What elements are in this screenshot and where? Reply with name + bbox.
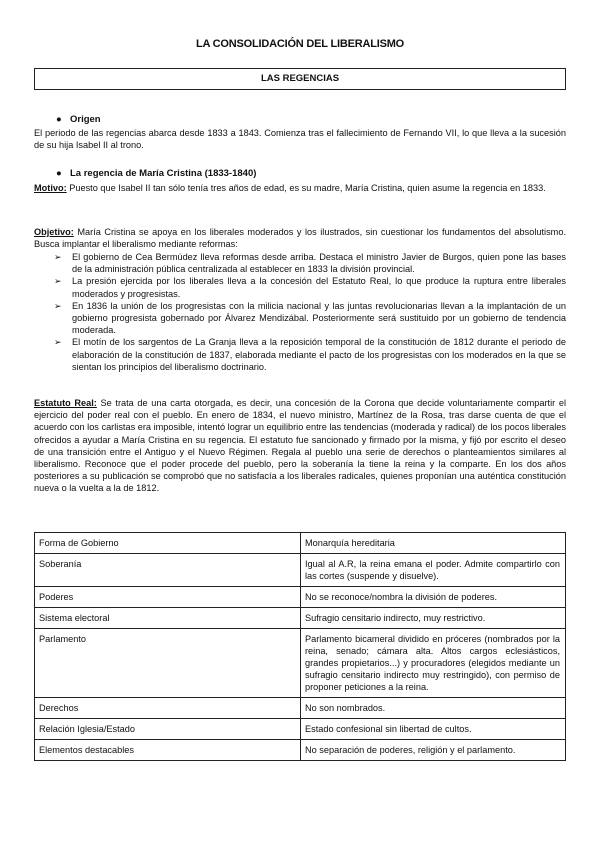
- paragraph-motivo: [34, 182, 566, 194]
- objetivo-text: María Cristina se apoya en los liberales moderados y los ilustrados, sin cuestionar los fundamentos del absolutismo. Busca implantar el liberalismo mediante reformas:: [34, 227, 566, 250]
- arrow-bullet-icon: ➢: [54, 300, 62, 311]
- table-value: Monarquía hereditaria: [301, 533, 566, 554]
- motivo-text: Puesto que Isabel II tan sólo tenía tres años de edad, es su madre, María Cristina, quien asume la regencia en 1833.: [66, 183, 546, 193]
- reform-text: El motín de los sargentos de La Granja lleva a la reposición temporal de la constitución de 1812 durante el periodo de elaboración de la constitución de 1837, elaborada mediante el pacto de los progresistas con los moderados en la que se sientan los principios del liberalismo doctrinario.: [72, 337, 566, 372]
- table-row: [35, 698, 566, 719]
- table-key: Relación Iglesia/Estado: [35, 719, 301, 740]
- table-key: Elementos destacables: [35, 740, 301, 761]
- table-key: Poderes: [35, 587, 301, 608]
- list-item: [34, 251, 566, 275]
- arrow-bullet-icon: ➢: [54, 276, 62, 287]
- heading-origen-text: Origen: [70, 114, 101, 125]
- estatuto-text: Se trata de una carta otorgada, es decir, una concesión de la Corona que decide voluntariamente compartir el ejercicio del poder real con el pueblo. En enero de 1834, el nuevo ministro, Martínez de la Rosa, tras darse cuenta de que el acuerdo con los carlistas era imposible, intentó lograr un equilibrio entre las tendencias (moderada y radical) de los pocos liberales ofrecidos a ayudar a María Cristina en su regencia. El estatuto fue sancionado y firmado por la misma, y fijó por escrito el deseo de una transición entre el Antiguo y el Nuevo Régimen. Regala al pueblo una serie de derechos o planteamientos similares al liberalismo. Reconoce que el poder procede del pueblo, pero la soberanía la tiene la reina y la comparte. En los dos años posteriores a su publicación se comprobó que no satisfacía a los liberales radicales, quienes proponían una auténtica constitución nueva o la vuelta a la de 1812.: [34, 398, 566, 494]
- arrow-bullet-icon: ➢: [54, 337, 62, 348]
- motivo-label: Motivo:: [34, 183, 67, 193]
- reform-text: En 1836 la unión de los progresistas con la milicia nacional y las juntas revolucionarias llevan a la implantación de un gobierno progresista gobernado por Álvarez Mendizábal. Posteriormente será sustituido por un gobierno de tendencia moderada.: [72, 300, 566, 336]
- estatuto-label: Estatuto Real:: [34, 398, 97, 408]
- table-key: Parlamento: [35, 629, 301, 698]
- list-item: [34, 336, 566, 373]
- page-title: LA CONSOLIDACIÓN DEL LIBERALISMO: [195, 38, 405, 50]
- table-value: Sufragio censitario indirecto, muy restrictivo.: [301, 608, 566, 629]
- table-row: [35, 740, 566, 761]
- heading-maria-cristina-text: La regencia de María Cristina (1833-1840): [70, 168, 257, 179]
- table-row: [35, 533, 566, 554]
- table-value: No se reconoce/nombra la división de poderes.: [301, 587, 566, 608]
- table-key: Sistema electoral: [35, 608, 301, 629]
- reforms-list: [34, 251, 566, 373]
- bullet-icon: ●: [56, 114, 62, 125]
- table-row: [35, 629, 566, 698]
- bullet-icon: ●: [56, 168, 62, 179]
- section-box-regencias: [34, 68, 566, 90]
- table-row: [35, 608, 566, 629]
- section-title: LAS REGENCIAS: [260, 73, 340, 84]
- table-key: Derechos: [35, 698, 301, 719]
- paragraph-origen: El periodo de las regencias abarca desde 1833 a 1843. Comienza tras el fallecimiento de Fernando VII, lo que lleva a la sucesión de su hija Isabel II al trono.: [34, 128, 566, 151]
- table-value: Igual al A.R, la reina emana el poder. Admite compartirlo con las cortes (suspende y disuelve).: [301, 554, 566, 587]
- table-row: [35, 719, 566, 740]
- table-value: No son nombrados.: [301, 698, 566, 719]
- list-item: [34, 300, 566, 337]
- estatuto-table: [34, 532, 566, 761]
- reform-text: El gobierno de Cea Bermúdez lleva reformas desde arriba. Destaca el ministro Javier de Burgos, quien pone las bases de la administración pública centralizada al establecer en 1833 la división provincial.: [72, 252, 566, 275]
- table-key: Soberanía: [35, 554, 301, 587]
- objetivo-label: Objetivo:: [34, 227, 74, 237]
- table-value: Estado confesional sin libertad de cultos.: [301, 719, 566, 740]
- heading-maria-cristina: [56, 168, 256, 180]
- table-value: No separación de poderes, religión y el parlamento.: [301, 740, 566, 761]
- reform-text: La presión ejercida por los liberales lleva a la concesión del Estatuto Real, lo que produce la ruptura entre liberales moderados y progresistas.: [72, 276, 566, 299]
- paragraph-estatuto: [34, 397, 566, 495]
- paragraph-objetivo: [34, 226, 566, 250]
- table-key: Forma de Gobierno: [35, 533, 301, 554]
- list-item: [34, 275, 566, 299]
- table-row: [35, 587, 566, 608]
- table-value: Parlamento bicameral dividido en próceres (nombrados por la reina, senado; cámara alta. Altos cargos eclesiásticos, grandes propietarios...) y procuradores (elegidos mediante un sufragio censitario indirecto muy restringido), con permiso de proponer peticiones a la reina.: [301, 629, 566, 698]
- table-row: [35, 554, 566, 587]
- heading-origen: [56, 114, 101, 126]
- arrow-bullet-icon: ➢: [54, 252, 62, 262]
